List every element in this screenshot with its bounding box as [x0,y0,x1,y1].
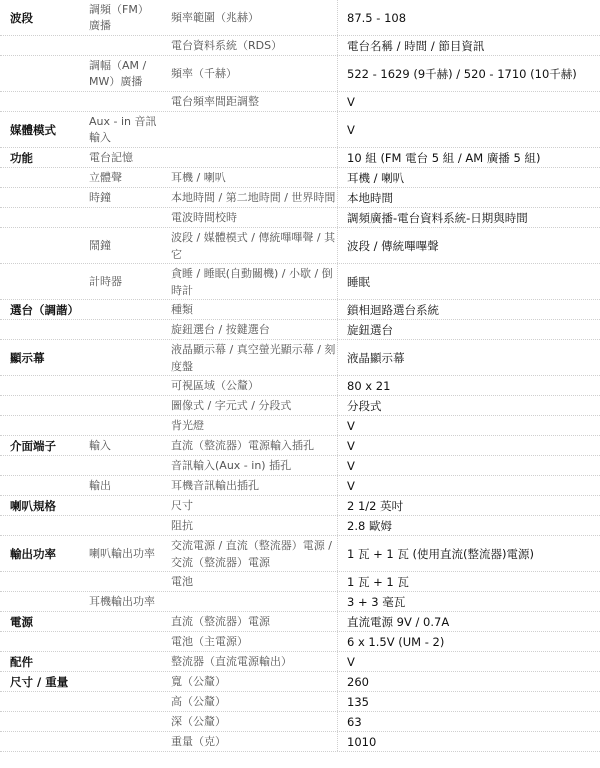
spec-category: 介面端子 [10,438,56,453]
spec-category: 輸出功率 [10,546,56,561]
spec-item-text: 尺寸 [171,499,193,512]
spec-item [159,456,338,475]
spec-item [159,436,338,455]
spec-value: V [347,654,355,669]
spec-row [0,92,600,112]
spec-value: 本地時間 [347,190,393,205]
spec-item-text: 重量（克） [171,735,226,748]
spec-item [159,652,338,671]
spec-item [159,516,338,535]
spec-item-text: 直流（整流器）電源輸入插孔 [171,439,314,452]
spec-subcategory: 鬧鐘 [89,238,111,252]
spec-category: 配件 [10,654,33,669]
spec-value: 10 組 (FM 電台 5 組 / AM 廣播 5 組) [347,150,541,165]
spec-item [159,36,338,55]
spec-value: 6 x 1.5V (UM - 2) [347,634,445,649]
spec-value: V [347,94,355,109]
spec-value: 調頻廣播-電台資料系統-日期與時間 [347,210,528,225]
spec-item [159,612,338,631]
spec-value: 旋鈕選台 [347,322,393,337]
spec-item-text: 液晶顯示幕 / 真空螢光顯示幕 / 刻度盤 [171,342,336,373]
spec-row [0,36,600,56]
spec-value: 液晶顯示幕 [347,350,405,365]
spec-value: 1010 [347,734,377,749]
spec-value: V [347,458,355,473]
spec-row [0,572,600,592]
spec-item-text: 種類 [171,303,193,316]
spec-row [0,228,600,264]
spec-row [0,168,600,188]
spec-item [159,300,338,319]
spec-value: V [347,418,355,433]
spec-item-text: 音訊輸入(Aux - in) 插孔 [171,459,292,472]
spec-item-text: 直流（整流器）電源 [171,615,270,628]
spec-subcategory: 調頻（FM）廣播 [89,2,149,32]
spec-item-text: 耳機 / 喇叭 [171,171,226,184]
spec-item-text: 本地時間 / 第二地時間 / 世界時間 [171,191,336,204]
spec-row [0,320,600,340]
spec-item [159,692,338,711]
spec-item-text: 高（公釐） [171,695,226,708]
spec-row [0,300,600,320]
spec-value: 1 瓦 + 1 瓦 (使用直流(整流器)電源) [347,546,534,561]
spec-value: 波段 / 傳統嗶嗶聲 [347,238,439,253]
spec-subcategory: 喇叭輸出功率 [89,546,155,560]
spec-item [159,340,338,375]
spec-item [159,592,338,611]
spec-category: 選台（調諧） [10,302,79,317]
spec-item [159,208,338,227]
spec-item [159,188,338,207]
spec-category: 波段 [10,10,33,25]
spec-item [159,56,338,91]
spec-category: 媒體模式 [10,122,56,137]
spec-item [159,92,338,111]
spec-subcategory: 耳機輸出功率 [89,594,155,608]
spec-subcategory: 計時器 [89,274,122,288]
spec-row [0,692,600,712]
spec-item-text: 耳機音訊輸出插孔 [171,479,259,492]
spec-value: 3 + 3 毫瓦 [347,594,406,609]
spec-row [0,0,600,36]
spec-value: 分段式 [347,398,382,413]
spec-value: V [347,438,355,453]
spec-item-text: 電波時間校時 [171,211,237,224]
spec-item-text: 貪睡 / 睡眠(自動關機) / 小歇 / 倒時計 [171,266,333,297]
spec-item [159,572,338,591]
spec-category: 尺寸 / 重量 [10,674,69,689]
spec-item [159,476,338,495]
spec-item [159,0,338,35]
spec-item-text: 深（公釐） [171,715,226,728]
spec-item-text: 圖像式 / 字元式 / 分段式 [171,399,292,412]
spec-item-text: 旋鈕選台 / 按鍵選台 [171,323,270,336]
spec-row [0,340,600,376]
spec-category: 電源 [10,614,33,629]
spec-value: 260 [347,674,369,689]
spec-value: 電台名稱 / 時間 / 節目資訊 [347,38,485,53]
spec-item [159,264,338,299]
spec-item [159,168,338,187]
spec-subcategory: 時鐘 [89,190,111,204]
spec-value: 87.5 - 108 [347,10,407,25]
spec-row [0,712,600,732]
spec-item [159,376,338,395]
spec-category: 顯示幕 [10,350,45,365]
spec-subcategory: 輸出 [89,478,111,492]
spec-row [0,496,600,516]
spec-subcategory [76,148,338,167]
spec-category: 功能 [10,150,33,165]
spec-subcategory: 調幅（AM / MW）廣播 [89,58,147,88]
spec-row [0,612,600,632]
spec-item-text: 可視區域（公釐） [171,379,259,392]
spec-row [0,416,600,436]
spec-value: V [347,478,355,493]
spec-item-text: 阻抗 [171,519,193,532]
spec-item [159,396,338,415]
spec-row [0,112,600,148]
spec-item [159,228,338,263]
spec-row [0,652,600,672]
spec-row [0,396,600,416]
spec-row [0,148,600,168]
spec-row [0,436,600,456]
spec-row [0,672,600,692]
spec-row [0,56,600,92]
spec-subcategory [76,112,338,147]
spec-row [0,592,600,612]
spec-item-text: 寬（公釐） [171,675,226,688]
spec-item-text: 電台頻率間距調整 [171,95,259,108]
spec-item-text: 頻率（千赫） [171,67,237,80]
spec-subcategory: 輸入 [89,438,111,452]
spec-item-text: 交流電源 / 直流（整流器）電源 / 交流（整流器）電源 [171,538,332,569]
spec-item-text: 電池 [171,575,193,588]
spec-value: 63 [347,714,362,729]
spec-item-text: 背光燈 [171,419,204,432]
spec-item-text: 電池（主電源） [171,635,248,648]
spec-value: 2 1/2 英吋 [347,498,404,513]
spec-subcategory: 立體聲 [89,170,122,184]
spec-value: 耳機 / 喇叭 [347,170,405,185]
spec-row [0,188,600,208]
spec-item [159,672,338,691]
spec-item [159,732,338,751]
spec-row [0,516,600,536]
spec-item [159,632,338,651]
spec-value: 1 瓦 + 1 瓦 [347,574,409,589]
spec-value: 2.8 歐姆 [347,518,392,533]
spec-item [159,320,338,339]
spec-value: 直流電源 9V / 0.7A [347,614,450,629]
spec-row [0,208,600,228]
spec-subcategory-text: Aux - in 音訊輸入 [89,114,157,144]
spec-item [159,496,338,515]
spec-item [159,416,338,435]
spec-row [0,476,600,496]
spec-value: V [347,122,355,137]
spec-row [0,264,600,300]
spec-item [159,536,338,571]
spec-subcategory-text: 電台記憶 [89,150,133,164]
spec-value: 135 [347,694,369,709]
spec-item-text: 電台資料系統（RDS） [171,39,283,52]
spec-value: 522 - 1629 (9千赫) / 520 - 1710 (10千赫) [347,66,577,81]
spec-row [0,632,600,652]
spec-row [0,456,600,476]
spec-item-text: 頻率範圍（兆赫） [171,11,259,24]
spec-value: 鎖相迴路選台系統 [347,302,439,317]
spec-value: 睡眠 [347,274,370,289]
spec-row [0,536,600,572]
spec-value: 80 x 21 [347,378,391,393]
spec-category: 喇叭規格 [10,498,56,513]
spec-item-text: 整流器（直流電源輸出） [171,655,292,668]
spec-row [0,376,600,396]
spec-row [0,732,600,752]
spec-item [159,712,338,731]
spec-item-text: 波段 / 媒體模式 / 傳統嗶嗶聲 / 其它 [171,230,336,261]
